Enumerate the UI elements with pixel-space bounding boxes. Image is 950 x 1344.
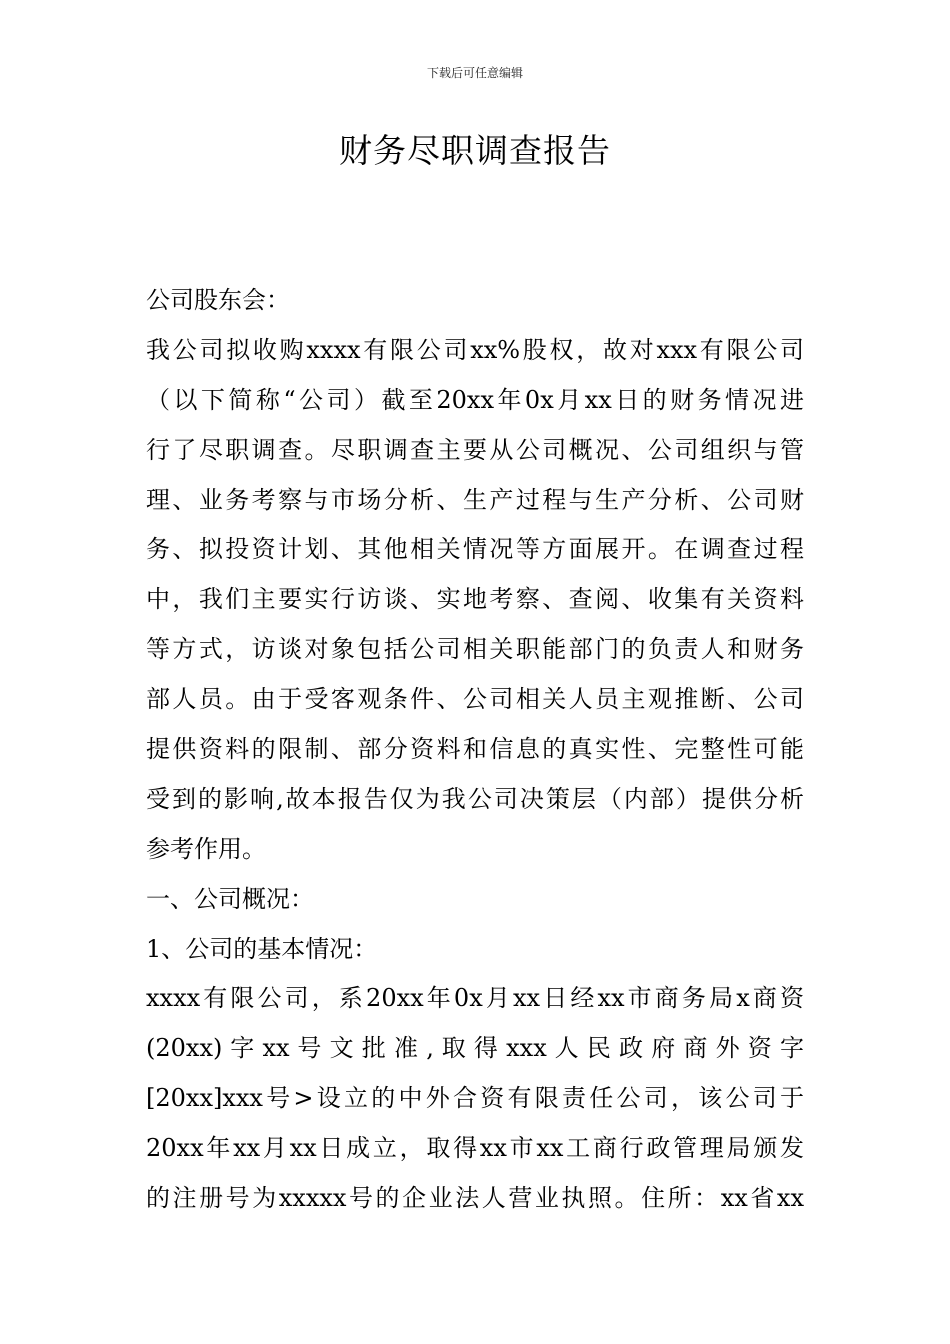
paragraph-line: 等方式，访谈对象包括公司相关职能部门的负责人和财务 bbox=[146, 635, 804, 664]
paragraph-line: 受到的影响,故本报告仅为我公司决策层（内部）提供分析 bbox=[146, 784, 804, 813]
page-header-note: 下载后可任意编辑 bbox=[426, 66, 523, 80]
paragraph-line: 务、拟投资计划、其他相关情况等方面展开。在调查过程 bbox=[146, 535, 804, 564]
paragraph-line: (20xx) 字 xx 号 文 批 准 , 取 得 xxx 人 民 政 府 商 外 资 字 bbox=[146, 1034, 804, 1063]
paragraph-line: 我公司拟收购xxxx有限公司xx%股权，故对xxx有限公司 bbox=[146, 335, 804, 364]
paragraph-line: （以下简称“公司）截至20xx年0x月xx日的财务情况进 bbox=[146, 385, 804, 414]
section-heading: 一、公司概况： bbox=[146, 884, 314, 913]
paragraph-line: 理、业务考察与市场分析、生产过程与生产分析、公司财 bbox=[146, 485, 804, 514]
salutation-line: 公司股东会： bbox=[146, 286, 290, 314]
paragraph-line: [20xx]xxx号>设立的中外合资有限责任公司，该公司于 bbox=[146, 1084, 804, 1113]
paragraph-line: xxxx有限公司，系20xx年0x月xx日经xx市商务局x商资 bbox=[146, 984, 804, 1013]
paragraph-line: 的注册号为xxxxx号的企业法人营业执照。住所：xx省xx bbox=[146, 1184, 804, 1213]
document-body bbox=[146, 276, 804, 1224]
subsection-heading: 1、公司的基本情况： bbox=[146, 934, 378, 963]
paragraph-line: 中，我们主要实行访谈、实地考察、查阅、收集有关资料 bbox=[146, 585, 804, 614]
paragraph-line: 部人员。由于受客观条件、公司相关人员主观推断、公司 bbox=[146, 685, 804, 714]
paragraph-line: 行了尽职调查。尽职调查主要从公司概况、公司组织与管 bbox=[146, 435, 804, 464]
paragraph-line: 提供资料的限制、部分资料和信息的真实性、完整性可能 bbox=[146, 735, 804, 764]
paragraph-line: 20xx年xx月xx日成立，取得xx市xx工商行政管理局颁发 bbox=[146, 1134, 804, 1163]
paragraph-line: 参考作用。 bbox=[146, 834, 266, 863]
document-title: 财务尽职调查报告 bbox=[339, 131, 611, 170]
